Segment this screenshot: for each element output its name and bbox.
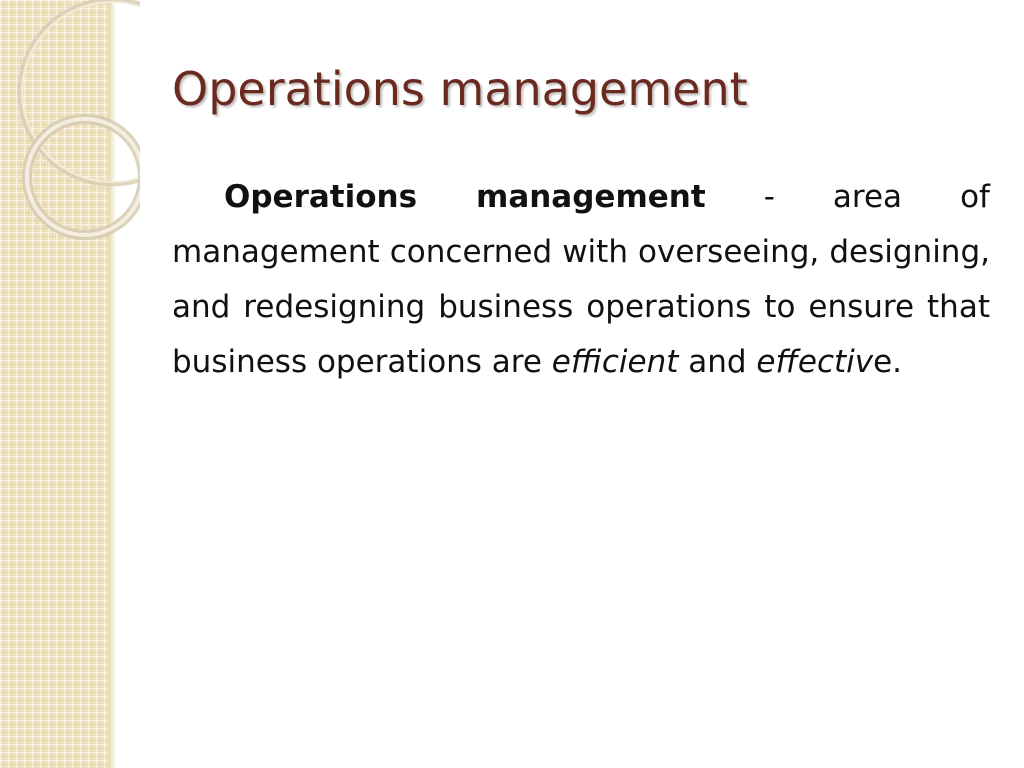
definition-ending: e.	[873, 344, 903, 380]
definition-text: area of management concerned with overseeing, designing, and redesigning business operations to ensure that business operations are	[172, 179, 990, 380]
slide-title: Operations management	[172, 62, 748, 116]
definition-separator: -	[705, 179, 833, 215]
definition-paragraph	[172, 170, 990, 390]
emphasis-efficient: efficient	[551, 344, 679, 380]
emphasis-effective: effectiv	[756, 344, 874, 380]
definition-conjunction: and	[678, 344, 757, 380]
decorative-rings-icon	[0, 0, 140, 260]
definition-term: Operations management	[224, 179, 706, 215]
